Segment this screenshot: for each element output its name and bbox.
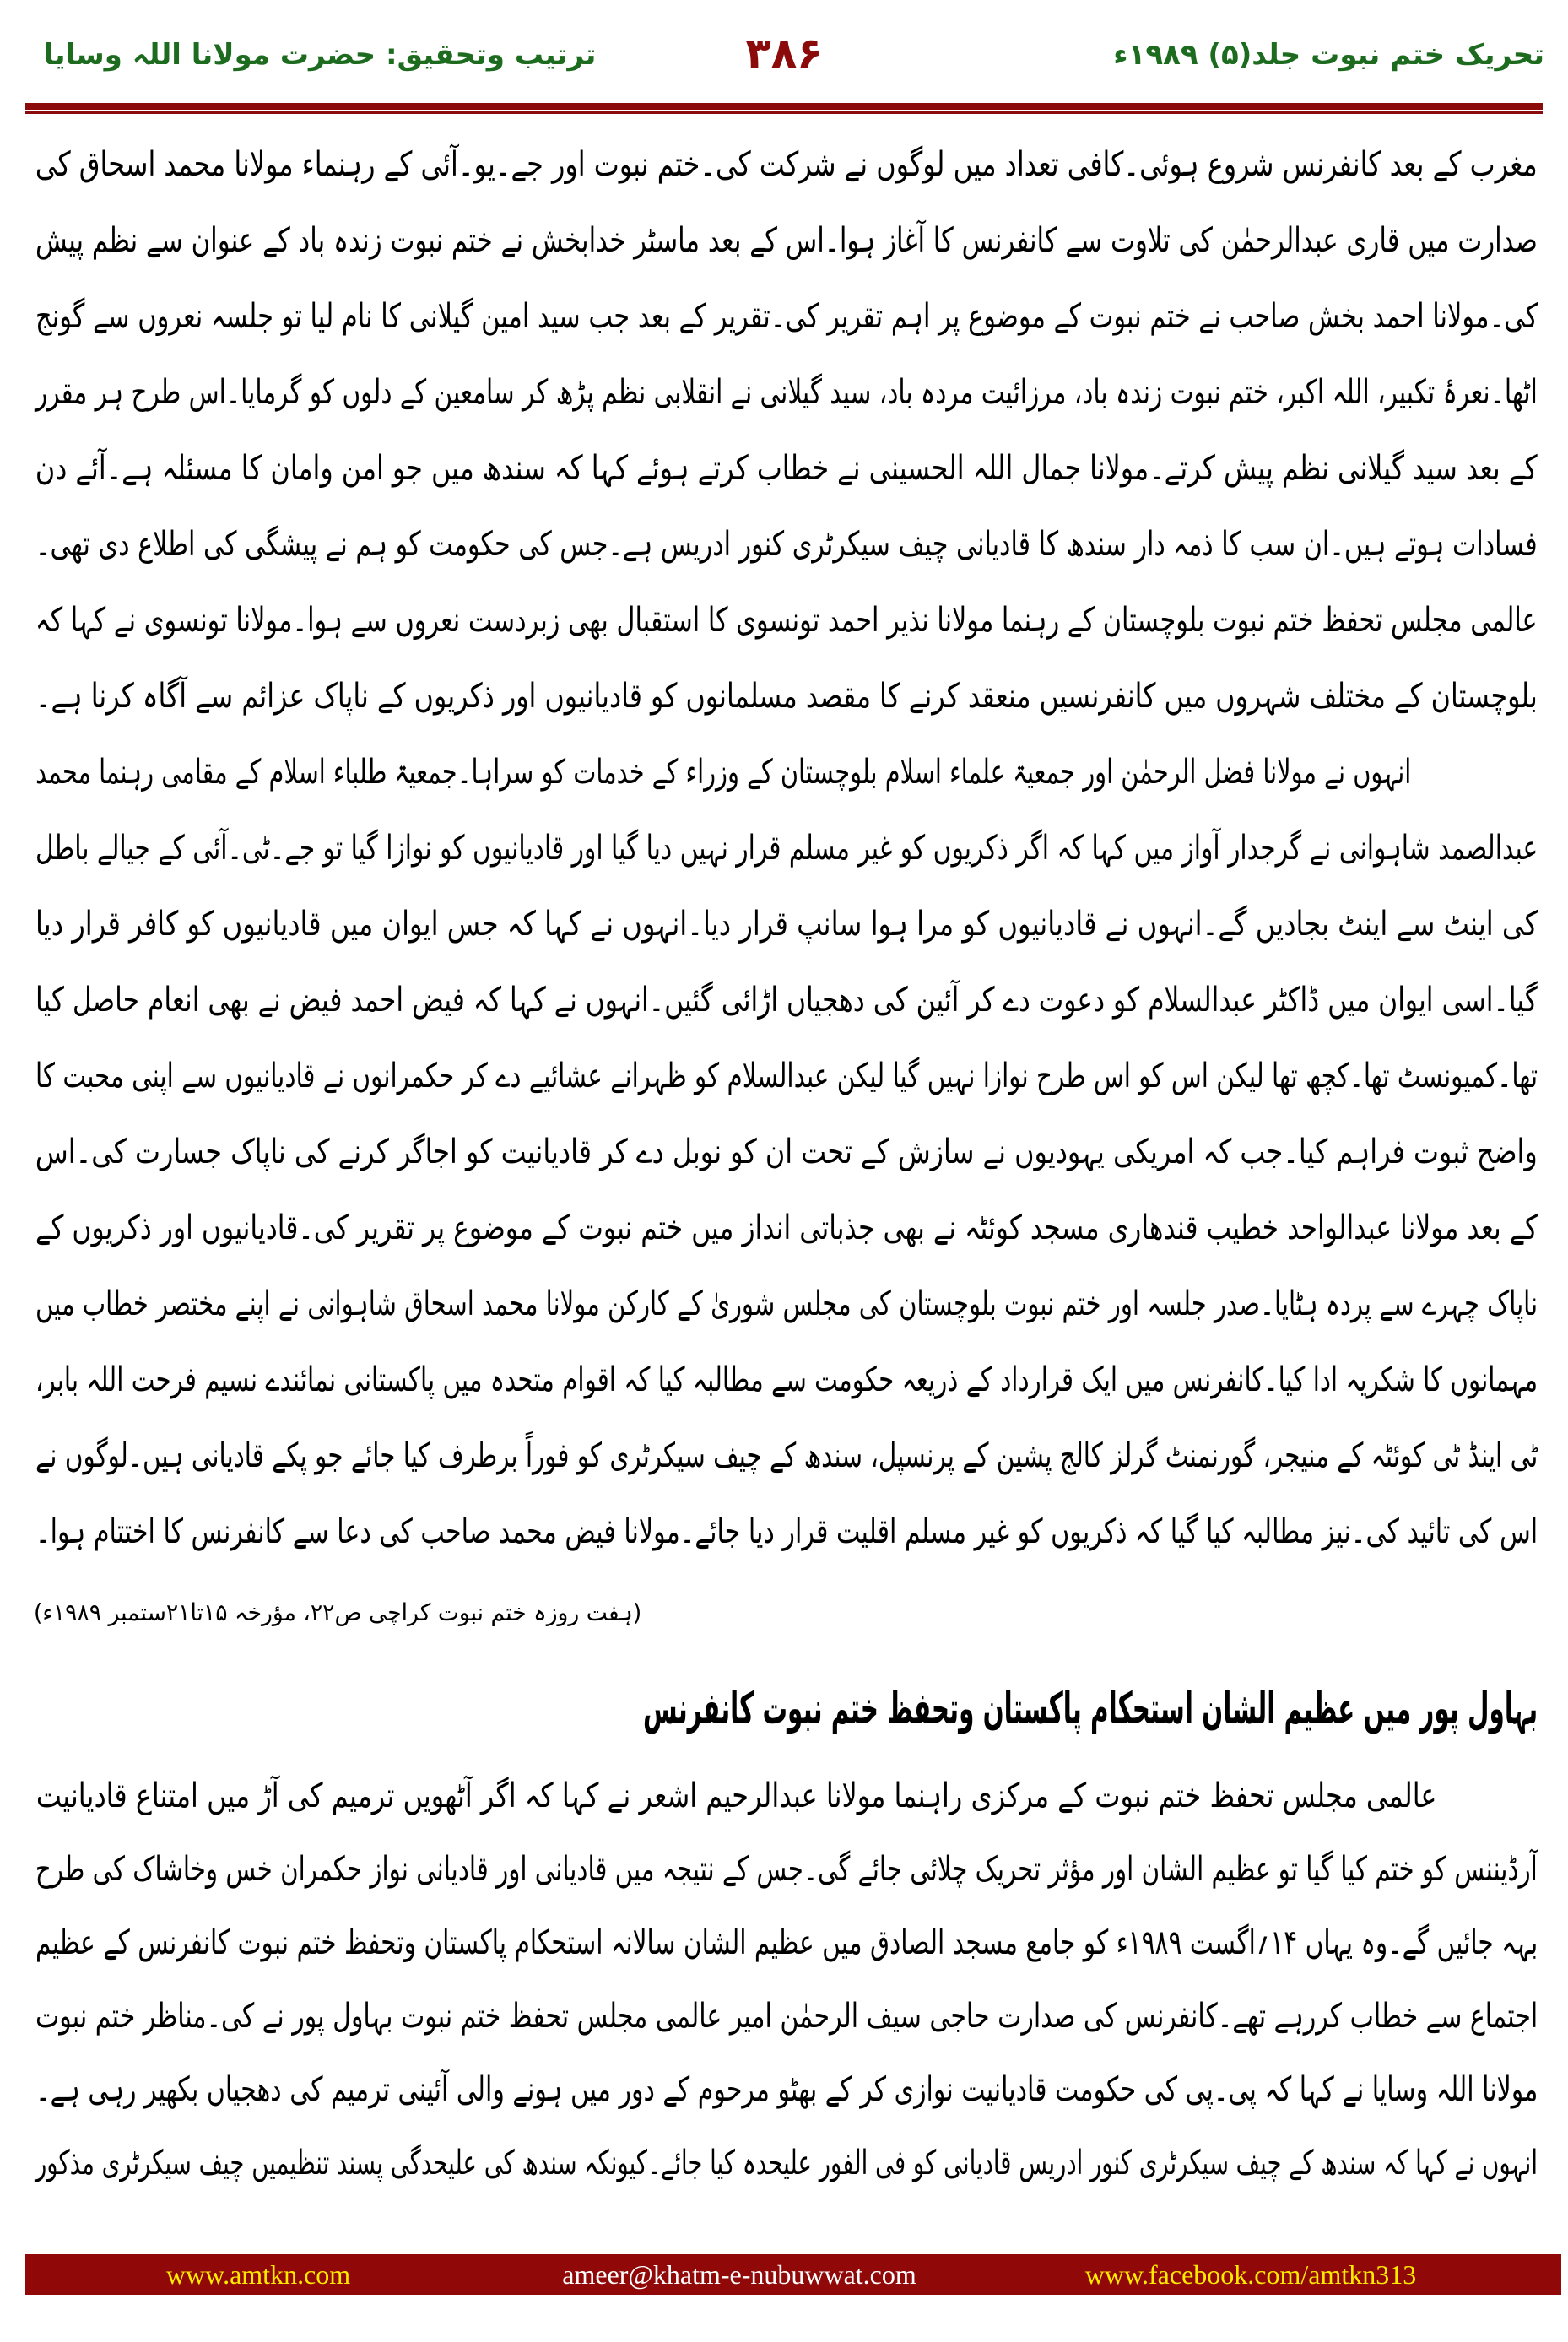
text-line: گیا۔اسی ایوان میں ڈاکٹر عبدالسلام کو دعوت دے کر آئین کی دھجیاں اڑائی گئیں۔انہوں نے کہا کہ فیض احمد فیض نے بھی انعام حاصل کیا	[35, 981, 1538, 1020]
text-line: عالمی مجلس تحفظ ختم نبوت کے مرکزی راہنما مولانا عبدالرحیم اشعر نے کہا کہ اگر آٹھویں ترمیم کی آڑ میں امتناع قادیانیت	[35, 1777, 1436, 1815]
text-line: اس کی تائید کی۔نیز مطالبہ کیا گیا کہ ذکریوں کو غیر مسلم اقلیت قرار دیا جائے۔مولانا فیض محمد صاحب کی دعا سے کانفرنس کا اختتام ہوا۔	[35, 1512, 1538, 1551]
text-line: کی۔مولانا احمد بخش صاحب نے ختم نبوت کے موضوع پر اہم تقریر کی۔تقریر کے بعد جب سید امین گیلانی کا نام لیا تو جلسہ نعروں سے گونج	[35, 297, 1538, 336]
text-line: مولانا اللہ وسایا نے کہا کہ پی۔پی کی حکومت قادیانیت نوازی کر کے بھٹو مرحوم کے دور میں ہونے والی آئینی ترمیم کی دھجیاں بکھیر رہی ہے۔	[35, 2070, 1538, 2109]
text-line: آرڈیننس کو ختم کیا گیا تو عظیم الشان اور مؤثر تحریک چلائی جائے گی۔جس کے نتیجہ میں قادیانی اور قادیانی نواز حکمران خس وخاشاک کی طرح	[35, 1850, 1538, 1889]
source-citation: (ہفت روزہ ختم نبوت کراچی ص۲۲، مؤرخہ ۱۵تا۲۱ستمبر ۱۹۸۹ء)	[34, 1598, 642, 1626]
text-line: تھا۔کمیونسٹ تھا۔کچھ تھا لیکن اس کو اس طرح نوازا نہیں گیا لیکن عبدالسلام کو ظہرانے عشائیے دے کر حکمرانوں نے قادیانیوں سے اپنی محبت کا	[35, 1057, 1538, 1095]
text-line: بلوچستان کے مختلف شہروں میں کانفرنسیں منعقد کرنے کا مقصد مسلمانوں کو قادیانیوں اور ذکریوں کے ناپاک عزائم سے آگاہ کرنا ہے۔	[35, 677, 1538, 716]
header-divider	[25, 103, 1543, 110]
text-line: صدارت میں قاری عبدالرحمٰن کی تلاوت سے کانفرنس کا آغاز ہوا۔اس کے بعد ماسٹر خدابخش نے ختم نبوت زندہ باد کے عنوان سے نظم پیش	[35, 221, 1538, 260]
text-line: کی اینٹ سے اینٹ بجادیں گے۔انہوں نے قادیانیوں کو مرا ہوا سانپ قرار دیا۔انہوں نے کہا کہ جس ایوان میں قادیانیوں کو کافر قرار دیا	[35, 905, 1538, 944]
text-line: واضح ثبوت فراہم کیا۔جب کہ امریکی یہودیوں نے سازش کے تحت ان کو نوبل دے کر قادیانیت کو اجاگر کرنے کی ناپاک جسارت کی۔اس	[35, 1133, 1538, 1171]
email-link[interactable]: ameer@khatm-e-nubuwwat.com	[562, 2259, 916, 2290]
text-line: فسادات ہوتے ہیں۔ان سب کا ذمہ دار سندھ کا قادیانی چیف سیکرٹری کنور ادریس ہے۔جس کی حکومت کو ہم نے پیشگی کی اطلاع دی تھی۔	[35, 525, 1538, 564]
text-line: انہوں نے کہا کہ سندھ کے چیف سیکرٹری کنور ادریس قادیانی کو فی الفور علیحدہ کیا جائے۔کیونکہ سندھ کی علیحدگی پسند تنظیمیں چیف سیکرٹری مذکور	[35, 2144, 1538, 2182]
text-line: اجتماع سے خطاب کررہے تھے۔کانفرنس کی صدارت حاجی سیف الرحمٰن امیر عالمی مجلس تحفظ ختم نبوت بہاول پور نے کی۔مناظر ختم نبوت	[35, 1997, 1538, 2036]
text-line: ٹی اینڈ ٹی کوئٹہ کے منیجر، گورنمنٹ گرلز کالج پشین کے پرنسپل، سندھ کے چیف سیکرٹری کو فوراً برطرف کیا جائے جو پکے قادیانی ہیں۔لوگوں نے	[35, 1436, 1538, 1475]
text-line: کے بعد سید گیلانی نظم پیش کرتے۔مولانا جمال اللہ الحسینی نے خطاب کرتے ہوئے کہا کہ سندھ میں جو امن وامان کا مسئلہ ہے۔آئے دن	[35, 449, 1538, 488]
section-heading: بہاول پور میں عظیم الشان استحکام پاکستان وتحفظ ختم نبوت کانفرنس	[642, 1684, 1538, 1734]
text-line: اٹھا۔نعرۂ تکبیر، اللہ اکبر، ختم نبوت زندہ باد، مرزائیت مردہ باد، سید گیلانی نے انقلابی نظم پڑھ کر سامعین کے دلوں کو گرمایا۔اس طرح ہر مقرر	[35, 373, 1538, 412]
website-link[interactable]: www.amtkn.com	[165, 2259, 351, 2290]
book-title: تحریک ختم نبوت جلد(۵) ۱۹۸۹ء	[1113, 38, 1544, 72]
page-number: ۳۸۶	[745, 29, 823, 78]
footer-bar	[25, 2254, 1561, 2295]
text-line: عبدالصمد شاہوانی نے گرجدار آواز میں کہا کہ اگر ذکریوں کو غیر مسلم قرار نہیں دیا گیا اور قادیانیوں کو نوازا گیا تو جے۔ٹی۔آئی کے جیالے باطل	[35, 829, 1538, 868]
text-line: مغرب کے بعد کانفرنس شروع ہوئی۔کافی تعداد میں لوگوں نے شرکت کی۔ختم نبوت اور جے۔یو۔آئی کے رہنماء مولانا محمد اسحاق کی	[35, 145, 1538, 184]
text-line: عالمی مجلس تحفظ ختم نبوت بلوچستان کے رہنما مولانا نذیر احمد تونسوی کا استقبال بھی زبردست نعروں سے ہوا۔مولانا تونسوی نے کہا کہ	[35, 601, 1538, 640]
text-line: ناپاک چہرے سے پردہ ہٹایا۔صدر جلسہ اور ختم نبوت بلوچستان کی مجلس شوریٰ کے کارکن مولانا محمد اسحاق شاہوانی نے اپنے مختصر خطاب میں	[35, 1285, 1538, 1323]
text-line: انہوں نے مولانا فضل الرحمٰن اور جمعیۃ علماء اسلام بلوچستان کے وزراء کے خدمات کو سراہا۔جمعیۃ طلباء اسلام کے مقامی رہنما محمد	[35, 753, 1411, 792]
facebook-link[interactable]: www.facebook.com/amtkn313	[1084, 2259, 1417, 2290]
compiler-credit: ترتیب وتحقیق: حضرت مولانا اللہ وسایا	[44, 38, 597, 72]
header-divider-thin	[25, 111, 1543, 114]
text-line: مہمانوں کا شکریہ ادا کیا۔کانفرنس میں ایک قرارداد کے ذریعہ حکومت سے مطالبہ کیا کہ اقوام متحدہ میں پاکستانی نمائندے نسیم فرحت اللہ بابر،	[35, 1360, 1538, 1399]
text-line: بہہ جائیں گے۔وہ یہاں ۱۴؍اگست ۱۹۸۹ء کو جامع مسجد الصادق میں عظیم الشان سالانہ استحکام پاکستان وتحفظ ختم نبوت کانفرنس کے عظیم	[35, 1923, 1538, 1962]
text-line: کے بعد مولانا عبدالواحد خطیب قندھاری مسجد کوئٹہ نے بھی جذباتی انداز میں ختم نبوت کے موضوع پر تقریر کی۔قادیانیوں اور ذکریوں کے	[35, 1209, 1538, 1247]
